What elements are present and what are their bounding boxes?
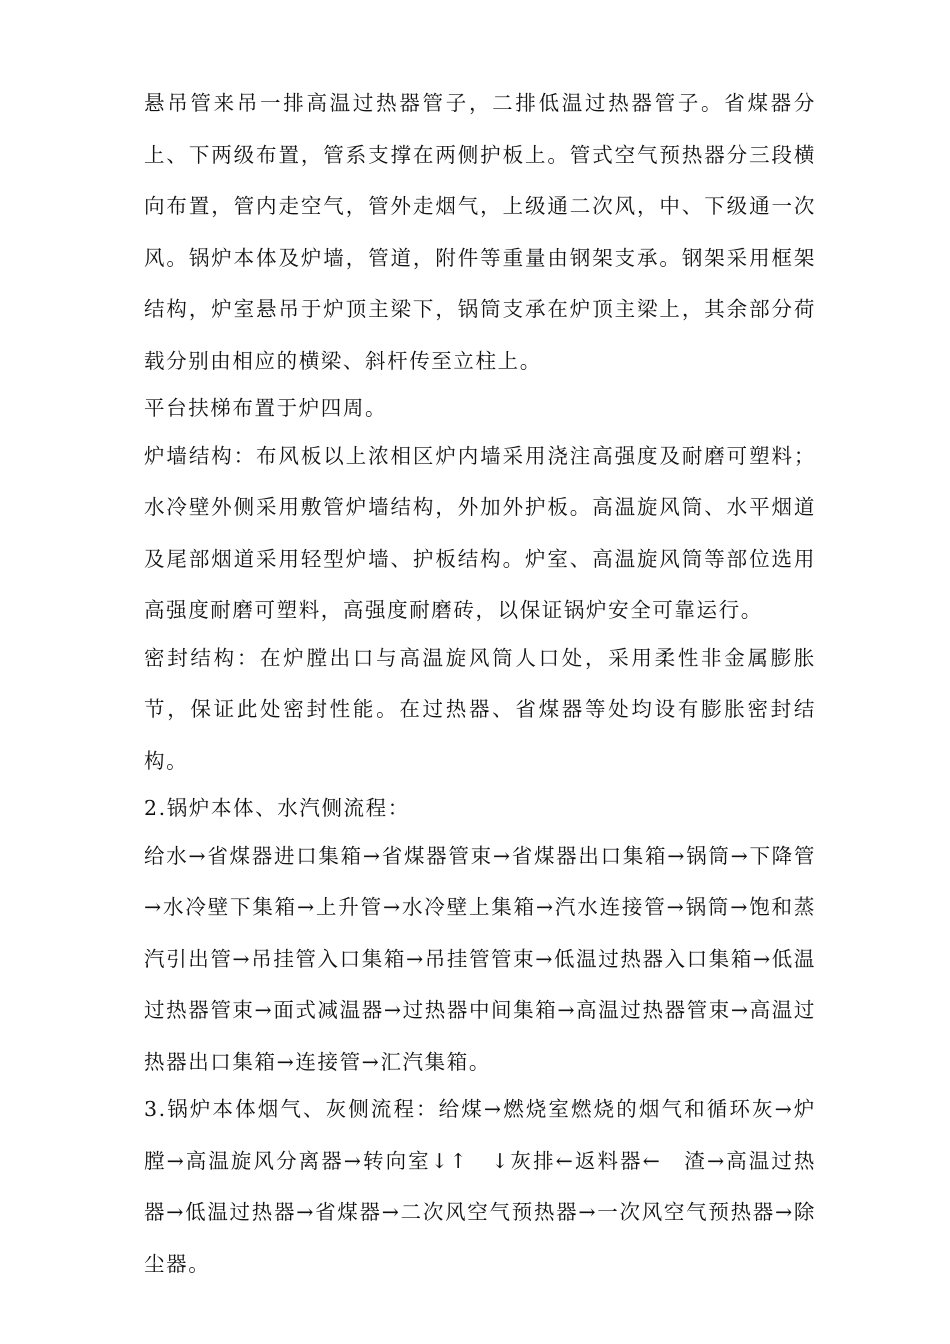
paragraph-boiler-structure: 悬吊管来吊一排高温过热器管子，二排低温过热器管子。省煤器分上、下两级布置，管系支撑在两侧护板上。管式空气预热器分三段横向布置，管内走空气，管外走烟气，上级通二次风，中、下级通一次风。锅炉本体及炉墙，管道，附件等重量由钢架支承。钢架采用框架结构，炉室悬吊于炉顶主梁下，锅筒支承在炉顶主梁上，其余部分荷载分别由相应的横梁、斜杆传至立柱上。	[144, 91, 816, 373]
paragraph-platform-ladder: 平台扶梯布置于炉四周。	[144, 396, 388, 420]
heading-water-steam-flow: 2.锅炉本体、水汽侧流程：	[144, 796, 410, 820]
paragraph-water-steam-flow: 给水→省煤器进口集箱→省煤器管束→省煤器出口集箱→锅筒→下降管→水冷壁下集箱→上升管→水冷壁上集箱→汽水连接管→锅筒→饱和蒸汽引出管→吊挂管入口集箱→吊挂管管束→低温过热器入口集箱→低温过热器管束→面式减温器→过热器中间集箱→高温过热器管束→高温过热器出口集箱→连接管→汇汽集箱。	[144, 843, 816, 1074]
document-body	[144, 78, 816, 1290]
paragraph-flue-gas-ash-flow: 3.锅炉本体烟气、灰侧流程：给煤→燃烧室燃烧的烟气和循环灰→炉膛→高温旋风分离器→转向室↓↑ ↓灰排←返料器← 渣→高温过热器→低温过热器→省煤器→二次风空气预热器→一次风空气预热器→除尘器。	[144, 1097, 816, 1276]
paragraph-seal-structure: 密封结构：在炉膛出口与高温旋风筒人口处，采用柔性非金属膨胀节，保证此处密封性能。在过热器、省煤器等处均设有膨胀密封结构。	[144, 645, 816, 773]
paragraph-furnace-wall: 炉墙结构：布风板以上浓相区炉内墙采用浇注高强度及耐磨可塑料；水冷壁外侧采用敷管炉墙结构，外加外护板。高温旋风筒、水平烟道及尾部烟道采用轻型炉墙、护板结构。炉室、高温旋风筒等部位选用高强度耐磨可塑料，高强度耐磨砖，以保证锅炉安全可靠运行。	[144, 443, 816, 622]
